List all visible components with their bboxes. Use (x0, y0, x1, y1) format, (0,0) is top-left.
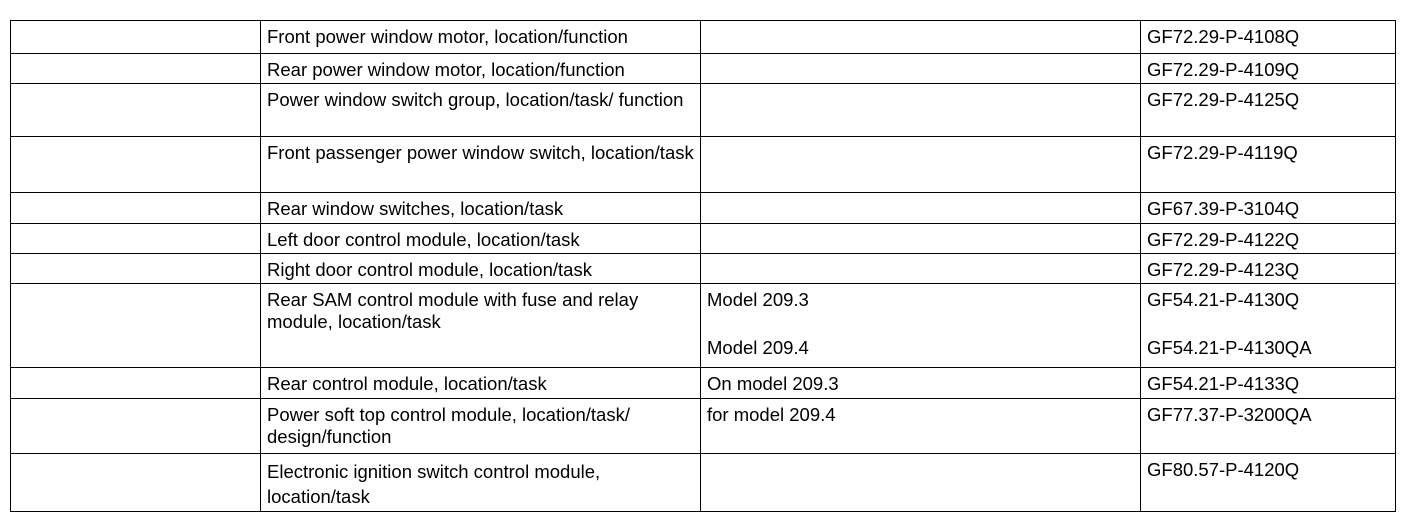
table-row (11, 224, 1396, 254)
note-cell (701, 454, 1141, 512)
row-label-cell (11, 54, 261, 84)
description-cell: Left door control module, location/task (261, 224, 701, 254)
description-cell: Power soft top control module, location/task/ design/function (261, 399, 701, 454)
table-row (11, 254, 1396, 284)
table-row (11, 137, 1396, 193)
note-cell (701, 137, 1141, 193)
table-row (11, 21, 1396, 54)
note-cell (701, 21, 1141, 54)
document-reference-link[interactable]: GF54.21-P-4130Q (1147, 289, 1300, 310)
description-cell: Rear power window motor, location/function (261, 54, 701, 84)
row-label-cell (11, 254, 261, 284)
row-label-cell (11, 193, 261, 224)
row-label-cell (11, 224, 261, 254)
table-row (11, 368, 1396, 399)
description-cell: Front power window motor, location/function (261, 21, 701, 54)
document-reference-link[interactable]: GF72.29-P-4108Q (1141, 21, 1396, 54)
row-label-cell (11, 454, 261, 512)
document-reference-cell (1141, 284, 1396, 368)
row-label-cell (11, 21, 261, 54)
description-cell: Rear window switches, location/task (261, 193, 701, 224)
row-label-cell (11, 284, 261, 368)
note-cell: On model 209.3 (701, 368, 1141, 399)
document-reference-link[interactable]: GF72.29-P-4122Q (1141, 224, 1396, 254)
description-cell: Front passenger power window switch, location/task (261, 137, 701, 193)
document-reference-link[interactable]: GF80.57-P-4120Q (1141, 454, 1396, 512)
reference-table (10, 20, 1396, 512)
document-reference-link[interactable]: GF72.29-P-4125Q (1141, 84, 1396, 137)
document-reference-link[interactable]: GF54.21-P-4130QA (1147, 337, 1312, 358)
table-row (11, 454, 1396, 512)
table-row (11, 193, 1396, 224)
spacer (1147, 311, 1389, 337)
row-label-cell (11, 368, 261, 399)
document-reference-link[interactable]: GF72.29-P-4119Q (1141, 137, 1396, 193)
document-reference-link[interactable]: GF72.29-P-4123Q (1141, 254, 1396, 284)
description-cell: Electronic ignition switch control module, location/task (261, 454, 701, 512)
row-label-cell (11, 137, 261, 193)
description-cell: Rear SAM control module with fuse and relay module, location/task (261, 284, 701, 368)
note-cell (701, 193, 1141, 224)
document-reference-link[interactable]: GF67.39-P-3104Q (1141, 193, 1396, 224)
document-reference-link[interactable]: GF72.29-P-4109Q (1141, 54, 1396, 84)
note-cell: for model 209.4 (701, 399, 1141, 454)
note-cell (701, 284, 1141, 368)
description-cell: Power window switch group, location/task/ function (261, 84, 701, 137)
description-cell: Right door control module, location/task (261, 254, 701, 284)
document-reference-link[interactable]: GF77.37-P-3200QA (1141, 399, 1396, 454)
note-cell (701, 54, 1141, 84)
note-cell (701, 84, 1141, 137)
note-cell (701, 254, 1141, 284)
document-reference-link[interactable]: GF54.21-P-4133Q (1141, 368, 1396, 399)
table-row (11, 284, 1396, 368)
table-row (11, 84, 1396, 137)
note-cell (701, 224, 1141, 254)
description-cell: Rear control module, location/task (261, 368, 701, 399)
row-label-cell (11, 399, 261, 454)
note-line: Model 209.4 (707, 337, 809, 358)
table-row (11, 399, 1396, 454)
spacer (707, 311, 1134, 337)
table-row (11, 54, 1396, 84)
row-label-cell (11, 84, 261, 137)
note-line: Model 209.3 (707, 289, 809, 310)
